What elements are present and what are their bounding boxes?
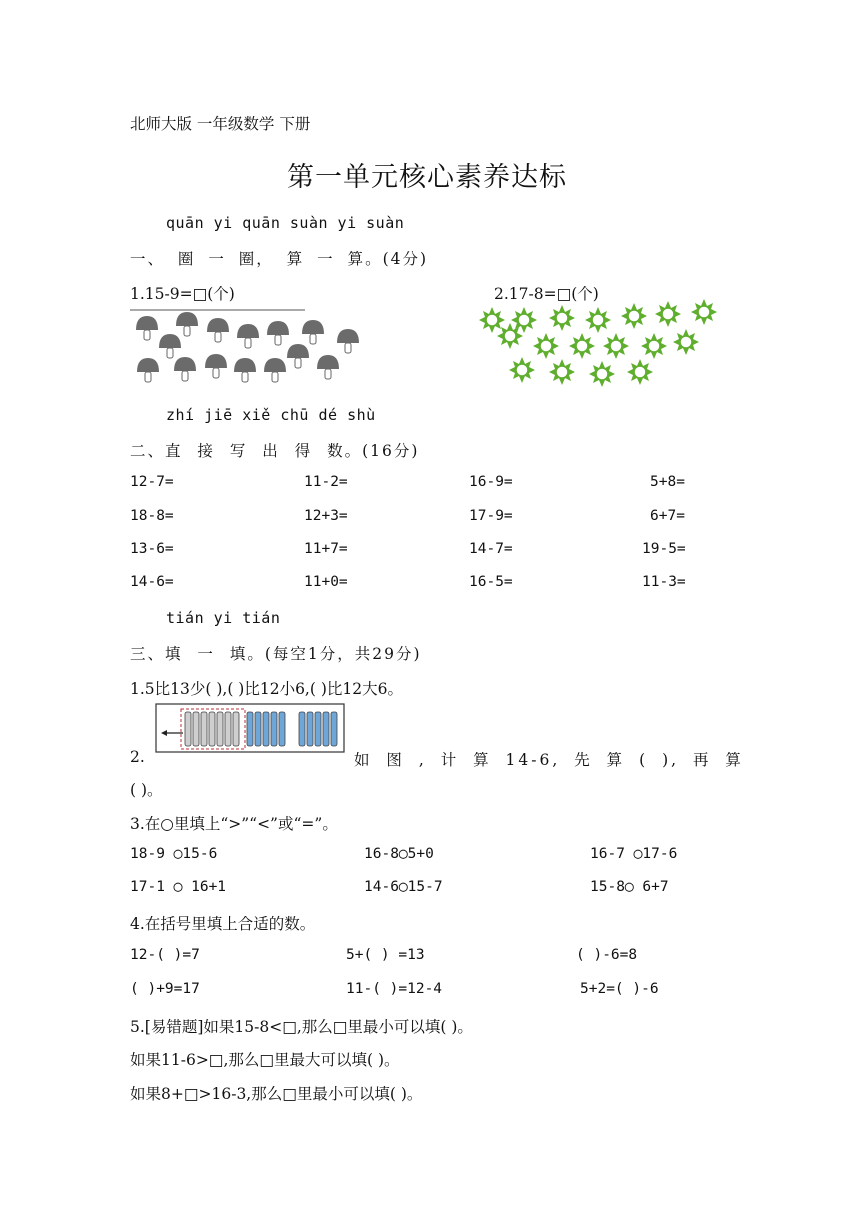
- compare-r1c1: 18-9 ◯15-6: [130, 846, 218, 862]
- section3-q5-line3: 如果8+□>16-3,那么□里最小可以填( )。: [130, 1085, 423, 1103]
- fill-r2c1: ( )+9=17: [130, 981, 200, 997]
- section3-q5-line2: 如果11-6>□,那么□里最大可以填( )。: [130, 1051, 400, 1069]
- compare-r2c2: 14-6◯15-7: [364, 879, 443, 895]
- section3-q2-num: 2.: [130, 748, 145, 766]
- calc-r3c2: 11+7=: [304, 541, 348, 557]
- compare-r1c3: 16-7 ◯17-6: [590, 846, 678, 862]
- compare-r2c1: 17-1 ◯ 16+1: [130, 879, 227, 895]
- section2-heading: 二、直 接 写 出 得 数。(16分): [130, 442, 420, 460]
- fill-r1c1: 12-( )=7: [130, 947, 200, 963]
- suns-image: [474, 298, 724, 390]
- compare-r2c3: 15-8◯ 6+7: [590, 879, 669, 895]
- calc-r3c1: 13-6=: [130, 541, 174, 557]
- calc-r2c2: 12+3=: [304, 508, 348, 524]
- calc-r4c4: 11-3=: [642, 574, 686, 590]
- section2-pinyin: zhí jiē xiě chū dé shù: [166, 406, 376, 424]
- calc-r1c4: 5+8=: [650, 474, 685, 490]
- section3-q4-heading: 4.在括号里填上合适的数。: [130, 915, 316, 933]
- section1-pinyin: quān yi quān suàn yi suàn: [166, 214, 405, 232]
- calc-r1c3: 16-9=: [469, 474, 513, 490]
- section3-pinyin: tián yi tián: [166, 609, 281, 627]
- calc-r1c1: 12-7=: [130, 474, 174, 490]
- calc-r4c2: 11+0=: [304, 574, 348, 590]
- section3-q2-line2: ( )。: [130, 781, 163, 799]
- calc-r4c3: 16-5=: [469, 574, 513, 590]
- section3-q5-line1: 5.[易错题]如果15-8<□,那么□里最小可以填( )。: [130, 1018, 473, 1036]
- section1-q2: 2.17-8=□(个): [494, 285, 599, 303]
- sticks-image: [155, 703, 345, 753]
- compare-r1c2: 16-8◯5+0: [364, 846, 434, 862]
- section3-heading: 三、填 一 填。(每空1分，共29分): [130, 645, 422, 663]
- page-title: 第一单元核心素养达标: [287, 162, 567, 193]
- mushrooms-image: [130, 308, 370, 394]
- calc-r2c1: 18-8=: [130, 508, 174, 524]
- calc-r4c1: 14-6=: [130, 574, 174, 590]
- calc-r3c4: 19-5=: [642, 541, 686, 557]
- calc-r2c4: 6+7=: [650, 508, 685, 524]
- fill-r1c3: ( )-6=8: [576, 947, 638, 963]
- section1-heading: 一、 圈 一 圈， 算 一 算。(4分): [130, 250, 429, 268]
- section3-q1: 1.5比13少( ),( )比12小6,( )比12大6。: [130, 680, 403, 698]
- publisher-line: 北师大版 一年级数学 下册: [130, 115, 311, 133]
- calc-r2c3: 17-9=: [469, 508, 513, 524]
- section3-q3-heading: 3.在○里填上“>”“<”或“=”。: [130, 815, 338, 833]
- section3-q2-text: 如 图 , 计 算 14-6, 先 算 ( ), 再 算: [354, 751, 744, 769]
- section1-q1: 1.15-9=□(个): [130, 285, 235, 303]
- fill-r1c2: 5+( ) =13: [346, 947, 425, 963]
- fill-r2c2: 11-( )=12-4: [346, 981, 443, 997]
- fill-r2c3: 5+2=( )-6: [580, 981, 659, 997]
- calc-r3c3: 14-7=: [469, 541, 513, 557]
- calc-r1c2: 11-2=: [304, 474, 348, 490]
